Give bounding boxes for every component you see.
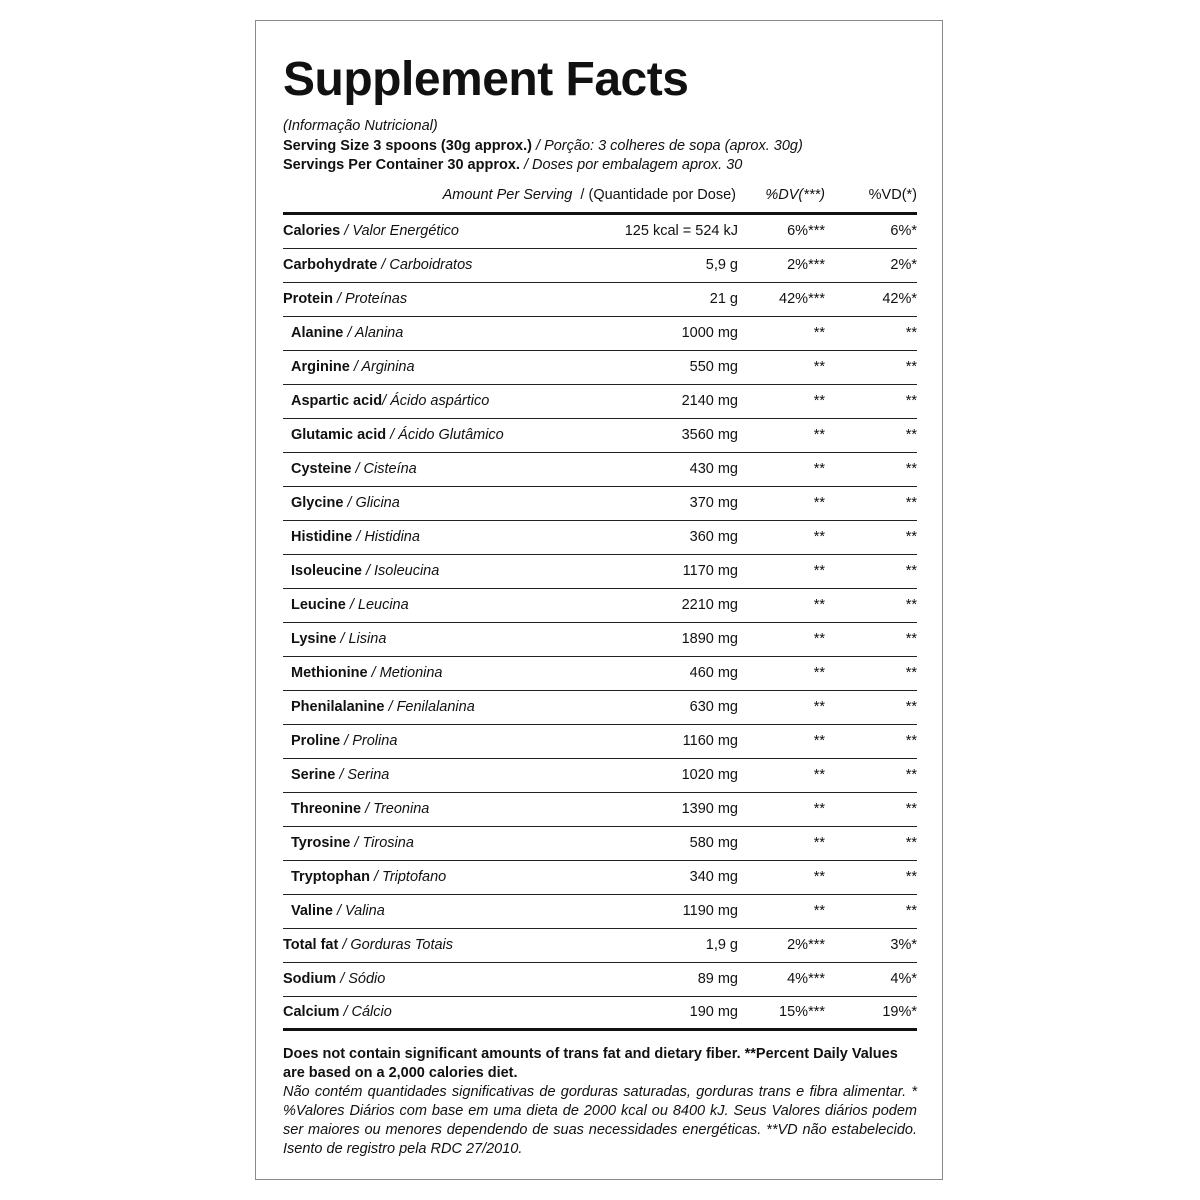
nutrient-amount: 1,9 g bbox=[705, 937, 738, 953]
nutrient-name-en: Carbohydrate bbox=[283, 257, 378, 273]
nutrient-name-en: Histidine bbox=[291, 529, 353, 545]
nutrient-vd: ** bbox=[905, 427, 917, 443]
amount-header bbox=[283, 187, 738, 203]
table-row bbox=[283, 215, 917, 249]
nutrient-table bbox=[283, 215, 917, 1031]
nutrient-name-pt: / Leucina bbox=[345, 597, 409, 613]
table-row bbox=[283, 521, 917, 555]
footnote-english: Does not contain significant amounts of trans fat and dietary fiber. **Percent Daily Values are based on a 2,000 calories diet. bbox=[283, 1045, 898, 1081]
nutrient-name bbox=[283, 597, 583, 613]
amount-header-pt: / (Quantidade por Dose) bbox=[572, 186, 736, 203]
nutrient-name-pt: / Tirosina bbox=[350, 835, 414, 851]
table-row bbox=[283, 861, 917, 895]
nutrient-dv: ** bbox=[813, 903, 825, 919]
nutrient-amount: 630 mg bbox=[689, 699, 738, 715]
nutrient-name-pt: / Valor Energético bbox=[340, 223, 459, 239]
nutrient-name-en: Aspartic acid bbox=[291, 393, 383, 409]
nutrient-name-en: Arginine bbox=[291, 359, 350, 375]
nutrient-vd: ** bbox=[905, 563, 917, 579]
nutrient-name-pt: / Prolina bbox=[340, 733, 398, 749]
nutrient-amount: 1890 mg bbox=[681, 631, 738, 647]
nutrient-name-en: Methionine bbox=[291, 665, 368, 681]
nutrient-amount: 5,9 g bbox=[705, 257, 738, 273]
info-subtitle bbox=[283, 117, 917, 137]
nutrient-amount: 2140 mg bbox=[681, 393, 738, 409]
footnote-portuguese: Não contém quantidades significativas de gorduras saturadas, gorduras trans e fibra alimentar. * %Valores Diários com base em uma dieta de 2000 kcal ou 8400 kJ. Seus Valores diários podem ser maiores ou menores dependendo de suas necessidades energéticas. **VD não estabelecido. Isento de registro pela RDC 27/2010. bbox=[283, 1083, 917, 1157]
nutrient-vd: ** bbox=[905, 869, 917, 885]
table-row bbox=[283, 283, 917, 317]
nutrient-name bbox=[283, 223, 583, 239]
nutrient-name-pt: / Treonina bbox=[361, 801, 430, 817]
nutrient-name-pt: / Carboidratos bbox=[377, 257, 473, 273]
nutrient-name-en: Leucine bbox=[291, 597, 346, 613]
nutrient-name bbox=[283, 1004, 583, 1020]
nutrient-name-en: Cysteine bbox=[291, 461, 352, 477]
nutrient-name-pt: / Valina bbox=[332, 903, 385, 919]
dv-header: %DV(***) bbox=[765, 186, 825, 203]
nutrient-name-en: Glycine bbox=[291, 495, 344, 511]
table-row bbox=[283, 351, 917, 385]
nutrient-vd: 19%* bbox=[882, 1004, 917, 1020]
nutrient-amount: 21 g bbox=[709, 291, 738, 307]
table-row bbox=[283, 759, 917, 793]
nutrient-name-pt: / Alanina bbox=[343, 325, 404, 341]
table-row bbox=[283, 691, 917, 725]
table-row bbox=[283, 895, 917, 929]
nutrient-amount: 1390 mg bbox=[681, 801, 738, 817]
nutrient-dv: ** bbox=[813, 733, 825, 749]
nutrient-name-pt: / Gorduras Totais bbox=[338, 937, 454, 953]
nutrient-name-en: Lysine bbox=[291, 631, 337, 647]
nutrient-dv: 4%*** bbox=[787, 971, 825, 987]
nutrient-vd: ** bbox=[905, 461, 917, 477]
nutrient-vd: ** bbox=[905, 597, 917, 613]
table-row bbox=[283, 589, 917, 623]
table-row bbox=[283, 725, 917, 759]
servings-per-container-en: Servings Per Container 30 approx. bbox=[283, 157, 520, 173]
nutrient-dv: ** bbox=[813, 699, 825, 715]
nutrient-dv: ** bbox=[813, 665, 825, 681]
nutrient-vd: ** bbox=[905, 903, 917, 919]
nutrient-name-en: Sodium bbox=[283, 971, 337, 987]
nutrient-name bbox=[283, 971, 583, 987]
nutrient-dv: ** bbox=[813, 529, 825, 545]
table-row bbox=[283, 793, 917, 827]
nutrient-dv: ** bbox=[813, 597, 825, 613]
table-row bbox=[283, 453, 917, 487]
nutrient-dv: 6%*** bbox=[787, 223, 825, 239]
nutrient-dv: 2%*** bbox=[787, 257, 825, 273]
nutrient-vd: ** bbox=[905, 325, 917, 341]
nutrient-vd: ** bbox=[905, 665, 917, 681]
serving-size-pt: / Porção: 3 colheres de sopa (aprox. 30g) bbox=[531, 137, 803, 154]
nutrient-name-en: Calcium bbox=[283, 1004, 340, 1020]
nutrient-name-pt: / Cálcio bbox=[339, 1004, 392, 1020]
nutrient-name-pt: / Histidina bbox=[352, 529, 420, 545]
nutrient-dv: ** bbox=[813, 563, 825, 579]
nutrient-dv: ** bbox=[813, 801, 825, 817]
nutrient-amount: 1190 mg bbox=[682, 903, 738, 919]
nutrient-amount: 370 mg bbox=[689, 495, 738, 511]
nutrient-name-pt: / Glicina bbox=[343, 495, 400, 511]
nutrient-vd: 2%* bbox=[890, 257, 917, 273]
nutrient-name-en: Phenilalanine bbox=[291, 699, 385, 715]
nutrient-name-en: Alanine bbox=[291, 325, 344, 341]
nutrient-dv: ** bbox=[813, 767, 825, 783]
nutrient-name bbox=[283, 835, 583, 851]
nutrient-name-en: Tyrosine bbox=[291, 835, 351, 851]
nutrient-name-en: Proline bbox=[291, 733, 341, 749]
nutrient-name bbox=[283, 393, 583, 409]
nutrient-name bbox=[283, 257, 583, 273]
nutrient-name bbox=[283, 461, 583, 477]
nutrient-vd: ** bbox=[905, 495, 917, 511]
table-row bbox=[283, 317, 917, 351]
nutrient-vd: ** bbox=[905, 529, 917, 545]
nutrient-name-en: Total fat bbox=[283, 937, 339, 953]
nutrient-amount: 3560 mg bbox=[681, 427, 738, 443]
nutrient-name-en: Protein bbox=[283, 291, 333, 307]
nutrient-name-en: Isoleucine bbox=[291, 563, 362, 579]
nutrient-dv: ** bbox=[813, 835, 825, 851]
nutrient-dv: ** bbox=[813, 461, 825, 477]
nutrient-dv: ** bbox=[813, 359, 825, 375]
nutrient-name bbox=[283, 937, 583, 953]
nutrient-amount: 190 mg bbox=[689, 1004, 738, 1020]
table-row bbox=[283, 487, 917, 521]
table-row bbox=[283, 623, 917, 657]
table-row bbox=[283, 555, 917, 589]
nutrient-amount: 360 mg bbox=[689, 529, 738, 545]
nutrient-dv: ** bbox=[813, 325, 825, 341]
supplement-facts-content bbox=[283, 52, 917, 1159]
nutrient-name-pt: / Ácido aspártico bbox=[382, 393, 490, 409]
nutrient-name-pt: / Fenilalanina bbox=[384, 699, 475, 715]
nutrient-dv: ** bbox=[813, 393, 825, 409]
serving-size-en: Serving Size 3 spoons (30g approx.) bbox=[283, 137, 532, 154]
table-row bbox=[283, 929, 917, 963]
nutrient-amount: 430 mg bbox=[689, 461, 738, 477]
table-row bbox=[283, 827, 917, 861]
nutrient-vd: ** bbox=[905, 631, 917, 647]
nutrient-name bbox=[283, 529, 583, 545]
nutrient-amount: 1000 mg bbox=[681, 325, 738, 341]
table-row bbox=[283, 657, 917, 691]
nutrient-name-en: Calories bbox=[283, 223, 341, 239]
nutrient-name-pt: / Ácido Glutâmico bbox=[386, 427, 504, 443]
nutrient-dv: ** bbox=[813, 869, 825, 885]
nutrient-vd: ** bbox=[905, 699, 917, 715]
vd-header: %VD(*) bbox=[868, 186, 917, 203]
nutrient-dv: ** bbox=[813, 495, 825, 511]
nutrient-vd: ** bbox=[905, 767, 917, 783]
nutrient-vd: 3%* bbox=[890, 937, 917, 953]
nutrient-amount: 460 mg bbox=[689, 665, 738, 681]
table-header bbox=[283, 178, 917, 215]
nutrient-vd: ** bbox=[905, 733, 917, 749]
nutrient-name-pt: / Metionina bbox=[367, 665, 443, 681]
nutrient-name bbox=[283, 801, 583, 817]
nutrient-name-pt: / Proteínas bbox=[332, 291, 408, 307]
nutrient-name-en: Valine bbox=[291, 903, 333, 919]
nutrient-dv: ** bbox=[813, 427, 825, 443]
nutrient-name-pt: / Serina bbox=[335, 767, 390, 783]
nutrient-vd: ** bbox=[905, 835, 917, 851]
nutrient-dv: 15%*** bbox=[779, 1004, 825, 1020]
nutrient-name bbox=[283, 699, 583, 715]
nutrient-name bbox=[283, 495, 583, 511]
nutrient-vd: ** bbox=[905, 393, 917, 409]
nutrient-vd: ** bbox=[905, 801, 917, 817]
nutrient-name bbox=[283, 325, 583, 341]
nutrient-amount: 89 mg bbox=[697, 971, 738, 987]
nutrient-name bbox=[283, 903, 583, 919]
nutrient-name bbox=[283, 869, 583, 885]
table-row bbox=[283, 963, 917, 997]
nutrient-name bbox=[283, 733, 583, 749]
nutrient-name-pt: / Sódio bbox=[336, 971, 386, 987]
nutrient-name bbox=[283, 359, 583, 375]
nutrient-name-pt: / Lisina bbox=[336, 631, 387, 647]
nutrient-name bbox=[283, 767, 583, 783]
nutrient-amount: 580 mg bbox=[689, 835, 738, 851]
nutrient-amount: 125 kcal = 524 kJ bbox=[624, 223, 738, 239]
nutrient-amount: 1170 mg bbox=[682, 563, 738, 579]
nutrient-name bbox=[283, 427, 583, 443]
table-row bbox=[283, 997, 917, 1031]
nutrient-name-pt: / Triptofano bbox=[369, 869, 447, 885]
nutrient-amount: 1020 mg bbox=[681, 767, 738, 783]
nutrient-dv: ** bbox=[813, 631, 825, 647]
nutrient-vd: ** bbox=[905, 359, 917, 375]
nutrient-amount: 550 mg bbox=[689, 359, 738, 375]
nutrient-dv: 2%*** bbox=[787, 937, 825, 953]
nutrient-vd: 6%* bbox=[890, 223, 917, 239]
nutrient-amount: 2210 mg bbox=[681, 597, 738, 613]
nutrient-name-en: Glutamic acid bbox=[291, 427, 387, 443]
table-row bbox=[283, 385, 917, 419]
amount-header-en: Amount Per Serving bbox=[442, 186, 573, 203]
nutrient-vd: 42%* bbox=[882, 291, 917, 307]
nutrient-name bbox=[283, 563, 583, 579]
nutrient-amount: 340 mg bbox=[689, 869, 738, 885]
nutrient-name-pt: / Arginina bbox=[349, 359, 415, 375]
table-row bbox=[283, 419, 917, 453]
serving-size-line bbox=[283, 137, 917, 157]
nutrient-name-en: Threonine bbox=[291, 801, 362, 817]
nutrient-name-en: Serine bbox=[291, 767, 336, 783]
nutrient-name-pt: / Cisteína bbox=[351, 461, 417, 477]
nutrient-amount: 1160 mg bbox=[682, 733, 738, 749]
info-subtitle-text: (Informação Nutricional) bbox=[283, 118, 438, 134]
nutrient-vd: 4%* bbox=[890, 971, 917, 987]
table-row bbox=[283, 249, 917, 283]
nutrient-name bbox=[283, 291, 583, 307]
page-title: Supplement Facts bbox=[283, 53, 689, 106]
nutrient-dv: 42%*** bbox=[779, 291, 825, 307]
nutrient-name-pt: / Isoleucina bbox=[361, 563, 440, 579]
nutrient-name-en: Tryptophan bbox=[291, 869, 370, 885]
servings-per-container-line bbox=[283, 156, 917, 176]
nutrient-name bbox=[283, 665, 583, 681]
servings-per-container-pt: / Doses por embalagem aprox. 30 bbox=[519, 157, 743, 173]
nutrient-name bbox=[283, 631, 583, 647]
